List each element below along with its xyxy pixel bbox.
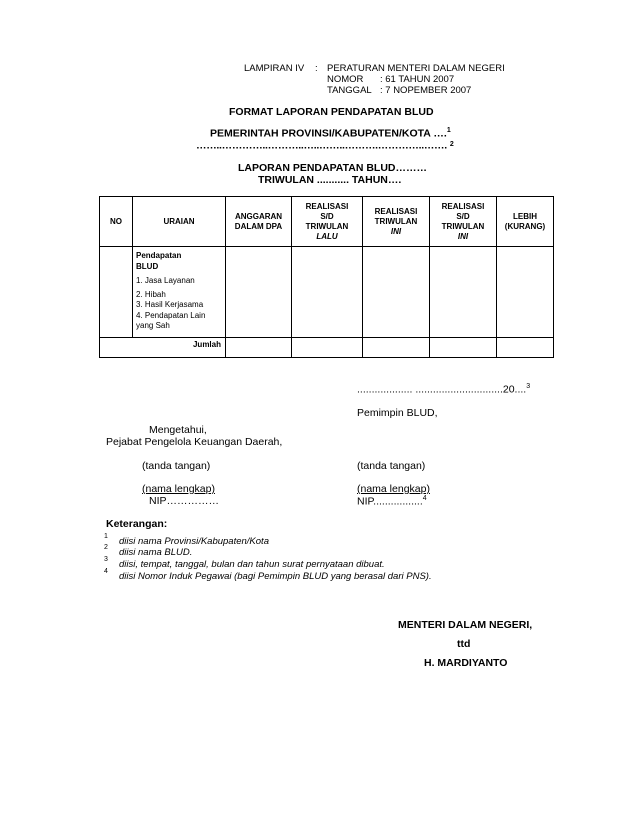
header-anggaran (226, 197, 292, 247)
table-header-row (100, 197, 554, 247)
nomor-value: : 61 TAHUN 2007 (380, 74, 455, 85)
note-number: 4 (104, 568, 108, 575)
body-realisasi-sd-ini-cell (430, 247, 497, 338)
note-number: 1 (104, 533, 108, 540)
body-no-cell (100, 247, 133, 338)
header-realisasi-lalu-l4: LALU (316, 231, 338, 241)
header-lebih-l1: LEBIH (513, 211, 537, 221)
header-no (100, 197, 133, 247)
signature-left: (tanda tangan) (142, 460, 211, 472)
header-uraian (133, 197, 226, 247)
blud-name-dots (196, 139, 454, 152)
total-lebih-cell (497, 338, 554, 358)
header-realisasi-ini-l2: TRIWULAN (374, 216, 418, 226)
note-number: 3 (104, 556, 108, 563)
header-realisasi-sd-ini-l4: INI (457, 231, 469, 241)
list-item: 1. Jasa Layanan (136, 276, 195, 285)
footnote-ref-1: 1 (446, 127, 451, 134)
body-anggaran-cell (226, 247, 292, 338)
nip-left: NIP…………… (149, 495, 220, 507)
government-line (210, 127, 451, 140)
header-no-label: NO (110, 216, 122, 226)
header-realisasi-lalu (292, 197, 363, 247)
header-realisasi-ini-l1: REALISASI (374, 206, 418, 216)
footnote-ref-3: 3 (526, 383, 531, 390)
list-item: 4. Pendapatan Lain (136, 310, 206, 320)
header-line-lampiran (244, 63, 505, 74)
lampiran-label: LAMPIRAN IV (244, 63, 305, 74)
header-realisasi-lalu-l3: TRIWULAN (305, 221, 349, 231)
format-title: FORMAT LAPORAN PENDAPATAN BLUD (229, 106, 434, 118)
tanggal-label: TANGGAL (327, 85, 372, 96)
mengetahui-label: Mengetahui, (149, 424, 207, 436)
pejabat-title: Pejabat Pengelola Keuangan Daerah, (106, 436, 283, 448)
minister-title: MENTERI DALAM NEGERI, (398, 619, 533, 631)
note-item-1 (104, 533, 269, 547)
note-item-4 (104, 568, 432, 582)
group-heading-l2: BLUD (136, 261, 159, 271)
note-item-3 (104, 556, 385, 570)
header-realisasi-lalu-l2: S/D (320, 211, 334, 221)
footnote-ref-4: 4 (422, 495, 427, 502)
note-number: 2 (104, 544, 108, 551)
pemimpin-title: Pemimpin BLUD, (357, 407, 438, 419)
header-realisasi-sd-ini (430, 197, 497, 247)
nomor-label: NOMOR (327, 74, 364, 85)
total-label-cell (100, 338, 226, 358)
nip-right: NIP................. (357, 495, 423, 508)
group-heading-l1: Pendapatan (136, 251, 182, 260)
note-text: diisi, tempat, tanggal, bulan dan tahun surat pernyataan dibuat. (119, 559, 385, 570)
header-realisasi-ini (363, 197, 430, 247)
header-lebih-kurang (497, 197, 554, 247)
report-title: LAPORAN PENDAPATAN BLUD……… (238, 162, 427, 174)
note-text: diisi Nomor Induk Pegawai (bagi Pemimpin BLUD yang berasal dari PNS). (119, 571, 432, 582)
header-realisasi-sd-ini-l1: REALISASI (441, 201, 485, 211)
header-lebih-l2: (KURANG) (504, 221, 546, 231)
government-line-text: PEMERINTAH PROVINSI/KABUPATEN/KOTA …. (210, 127, 447, 140)
table-body-row (100, 247, 554, 338)
total-realisasi-ini-cell (363, 338, 430, 358)
total-realisasi-sd-ini-cell (430, 338, 497, 358)
notes-title: Keterangan: (106, 518, 168, 530)
footnote-ref-2: 2 (449, 141, 454, 148)
blud-name-dots-text: ……..…………..………..…..……..……….…………..……. (196, 139, 447, 152)
header-line-nomor (244, 74, 454, 85)
header-realisasi-ini-l3: INI (390, 226, 402, 236)
header-realisasi-sd-ini-l2: S/D (456, 211, 470, 221)
header-anggaran-label: ANGGARAN DALAM DPA (234, 211, 283, 231)
header-line-tanggal (244, 85, 471, 96)
total-anggaran-cell (226, 338, 292, 358)
body-realisasi-lalu-cell (292, 247, 363, 338)
body-uraian-cell (133, 247, 226, 338)
header-realisasi-sd-ini-l3: TRIWULAN (441, 221, 485, 231)
signature-right: (tanda tangan) (357, 460, 426, 472)
total-label: Jumlah (192, 340, 221, 349)
note-text: diisi nama Provinsi/Kabupaten/Kota (119, 536, 269, 547)
name-right: (nama lengkap) (357, 483, 430, 495)
lampiran-colon: : (315, 63, 318, 74)
place-date-text: ................... ..............................20.... (357, 383, 527, 396)
place-date-line (357, 383, 530, 396)
note-text: diisi nama BLUD. (119, 547, 193, 558)
minister-ttd: ttd (457, 638, 471, 650)
minister-name: H. MARDIYANTO (424, 657, 508, 669)
list-item: yang Sah (136, 321, 170, 330)
lampiran-value: PERATURAN MENTERI DALAM NEGERI (327, 63, 505, 74)
body-lebih-cell (497, 247, 554, 338)
tanggal-value: : 7 NOPEMBER 2007 (380, 85, 472, 96)
body-realisasi-ini-cell (363, 247, 430, 338)
list-item: 3. Hasil Kerjasama (136, 300, 204, 309)
total-realisasi-lalu-cell (292, 338, 363, 358)
header-realisasi-lalu-l1: REALISASI (305, 201, 349, 211)
name-left: (nama lengkap) (142, 483, 215, 495)
header-uraian-label: URAIAN (163, 216, 195, 226)
revenue-report-table (99, 196, 554, 358)
list-item: 2. Hibah (136, 289, 166, 299)
report-period: TRIWULAN ........... TAHUN…. (258, 174, 402, 186)
nip-right-line (357, 495, 427, 508)
table-total-row (100, 338, 554, 358)
